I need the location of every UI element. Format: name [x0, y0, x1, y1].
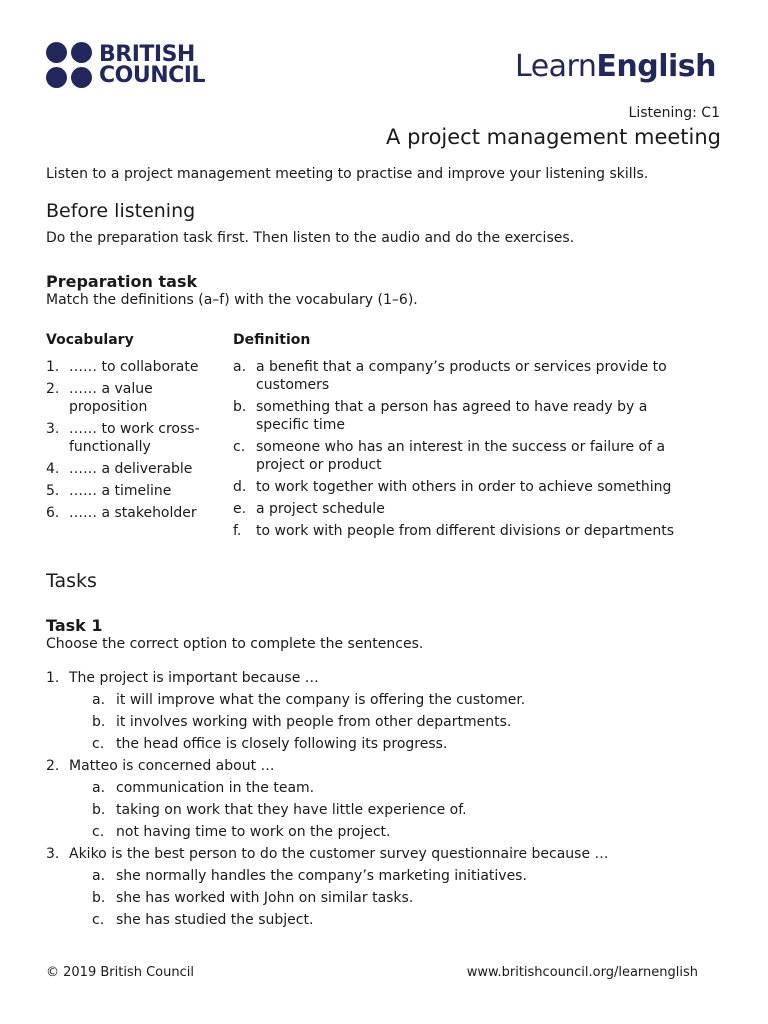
vocab-item: 3. …… to work cross-functionally — [46, 421, 200, 455]
learnenglish-brand: LearnEnglish — [515, 49, 716, 84]
question-item: 3. Akiko is the best person to do the customer survey questionnaire because … a. she normally handles the company’s marketing initiatives. b. she has worked with John on similar tasks. c. she has studied the subject. — [46, 845, 726, 929]
before-listening-text: Do the preparation task first. Then listen to the audio and do the exercises. — [46, 230, 575, 246]
page-title: A project management meeting — [386, 125, 721, 149]
definition-item: a. a benefit that a company’s products or services provide to customers — [233, 359, 667, 393]
task1-questions — [46, 669, 726, 933]
vocab-item: 5. …… a timeline — [46, 483, 172, 499]
preparation-task-instruction: Match the definitions (a–f) with the vocabulary (1–6). — [46, 292, 418, 308]
option-item: c. she has studied the subject. — [92, 912, 314, 928]
option-item: c. the head office is closely following its progress. — [92, 736, 448, 752]
task1-instruction: Choose the correct option to complete the sentences. — [46, 636, 424, 652]
level-label: Listening: C1 — [628, 105, 720, 121]
logo-wordmark: BRITISH COUNCIL — [99, 42, 205, 88]
definition-column-header: Definition — [233, 332, 311, 348]
footer-url[interactable]: www.britishcouncil.org/learnenglish — [466, 965, 698, 980]
before-listening-heading: Before listening — [46, 200, 196, 222]
logo-dots-icon — [46, 42, 92, 88]
option-list — [92, 779, 726, 841]
option-item: a. communication in the team. — [92, 780, 315, 796]
question-item: 1. The project is important because … a. it will improve what the company is offering the customer. b. it involves working with people from other departments. c. the head office is closely following its progress. — [46, 669, 726, 753]
option-item: b. it involves working with people from other departments. — [92, 714, 512, 730]
intro-text: Listen to a project management meeting to practise and improve your listening skills. — [46, 166, 649, 182]
tasks-heading: Tasks — [46, 570, 97, 592]
option-item: c. not having time to work on the project. — [92, 824, 391, 840]
definition-list — [233, 358, 703, 544]
definition-item: d. to work together with others in order to achieve something — [233, 479, 672, 495]
definition-item: c. someone who has an interest in the success or failure of a project or product — [233, 439, 666, 473]
definition-item: e. a project schedule — [233, 501, 385, 517]
vocabulary-list — [46, 358, 216, 526]
option-item: a. it will improve what the company is offering the customer. — [92, 692, 526, 708]
preparation-task-heading: Preparation task — [46, 272, 198, 291]
vocab-item: 6. …… a stakeholder — [46, 505, 197, 521]
option-item: b. taking on work that they have little experience of. — [92, 802, 467, 818]
option-item: b. she has worked with John on similar tasks. — [92, 890, 414, 906]
vocabulary-column-header: Vocabulary — [46, 332, 134, 348]
task1-heading: Task 1 — [46, 616, 103, 635]
option-list — [92, 691, 726, 753]
vocab-item: 4. …… a deliverable — [46, 461, 193, 477]
definition-item: b. something that a person has agreed to have ready by a specific time — [233, 399, 648, 433]
question-item: 2. Matteo is concerned about … a. communication in the team. b. taking on work that they have little experience of. c. not having time to work on the project. — [46, 757, 726, 841]
definition-item: f. to work with people from different divisions or departments — [233, 523, 675, 539]
option-list — [92, 867, 726, 929]
british-council-logo — [46, 42, 205, 88]
option-item: a. she normally handles the company’s marketing initiatives. — [92, 868, 527, 884]
vocab-item: 1. …… to collaborate — [46, 359, 199, 375]
footer-copyright: © 2019 British Council — [46, 965, 194, 980]
vocab-item: 2. …… a value proposition — [46, 381, 153, 415]
